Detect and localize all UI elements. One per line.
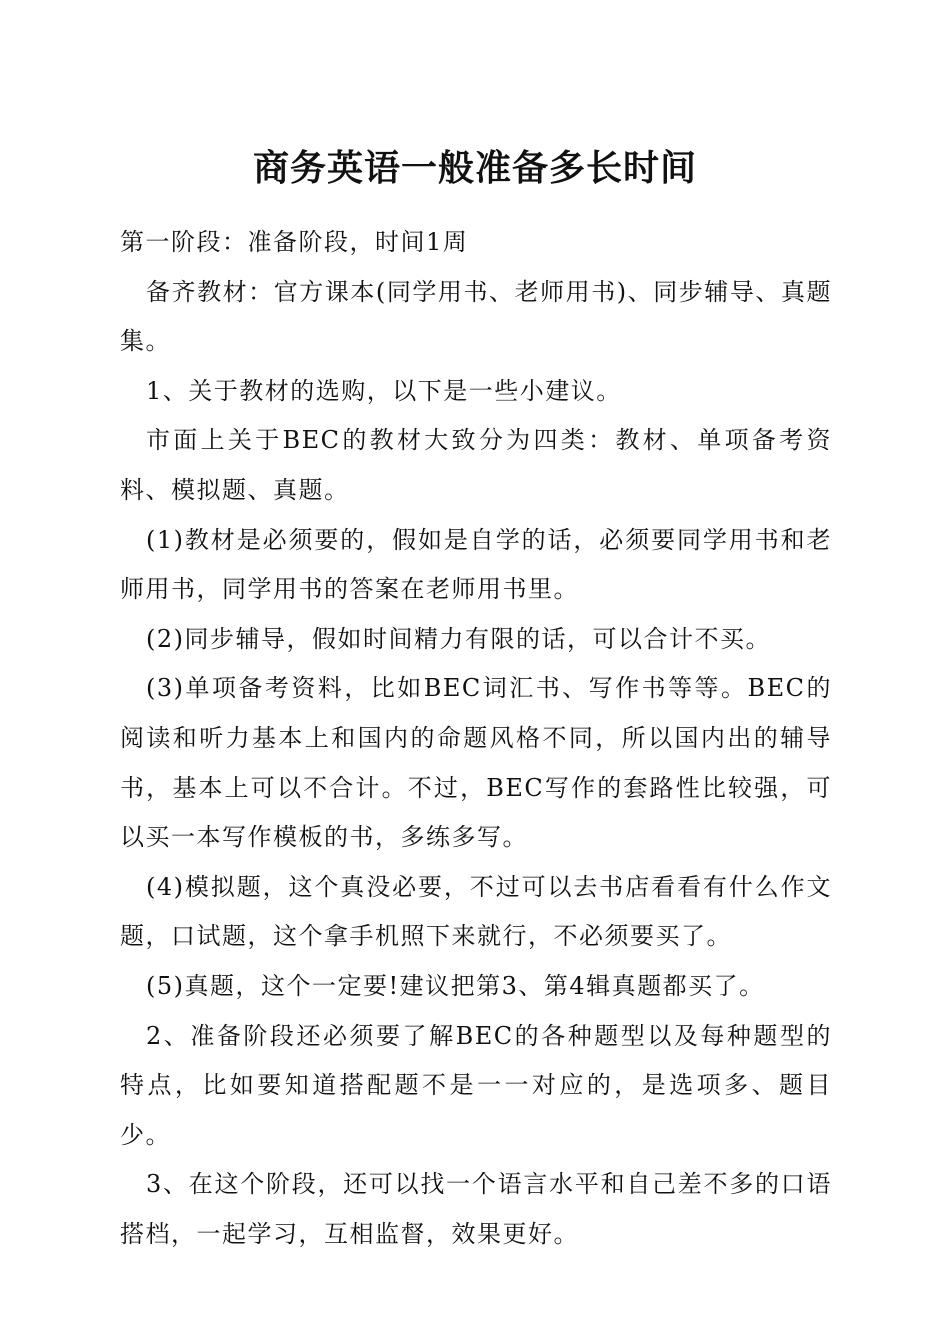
paragraph: (1)教材是必须要的，假如是自学的话，必须要同学用书和老师用书，同学用书的答案在老师用书里。	[120, 525, 832, 604]
paragraph: (4)模拟题，这个真没必要，不过可以去书店看看有什么作文题，口试题，这个拿手机照下来就行，不必须要买了。	[120, 872, 832, 951]
paragraph: (3)单项备考资料，比如BEC词汇书、写作书等等。BEC的阅读和听力基本上和国内的命题风格不同，所以国内出的辅导书，基本上可以不合计。不过，BEC写作的套路性比较强，可以买一本写作模板的书，多练多写。	[120, 674, 832, 852]
section-heading: 第一阶段：准备阶段，时间1周	[120, 228, 469, 256]
paragraph: 3、在这个阶段，还可以找一个语言水平和自己差不多的口语搭档，一起学习，互相监督，效果更好。	[120, 1170, 832, 1248]
paragraph: 备齐教材：官方课本(同学用书、老师用书)、同步辅导、真题集。	[120, 277, 832, 356]
paragraph: 2、准备阶段还必须要了解BEC的各种题型以及每种题型的特点，比如要知道搭配题不是一一对应的，是选项多、题目少。	[120, 1021, 832, 1149]
paragraph: (5)真题，这个一定要!建议把第3、第4辑真题都买了。	[146, 971, 765, 1000]
paragraph: 市面上关于BEC的教材大致分为四类：教材、单项备考资料、模拟题、真题。	[120, 426, 832, 504]
paragraph: 1、关于教材的选购，以下是一些小建议。	[146, 376, 622, 405]
paragraph: (2)同步辅导，假如时间精力有限的话，可以合计不买。	[146, 624, 771, 653]
document-title: 商务英语一般准备多长时间	[252, 147, 697, 189]
document-body	[120, 218, 832, 1259]
